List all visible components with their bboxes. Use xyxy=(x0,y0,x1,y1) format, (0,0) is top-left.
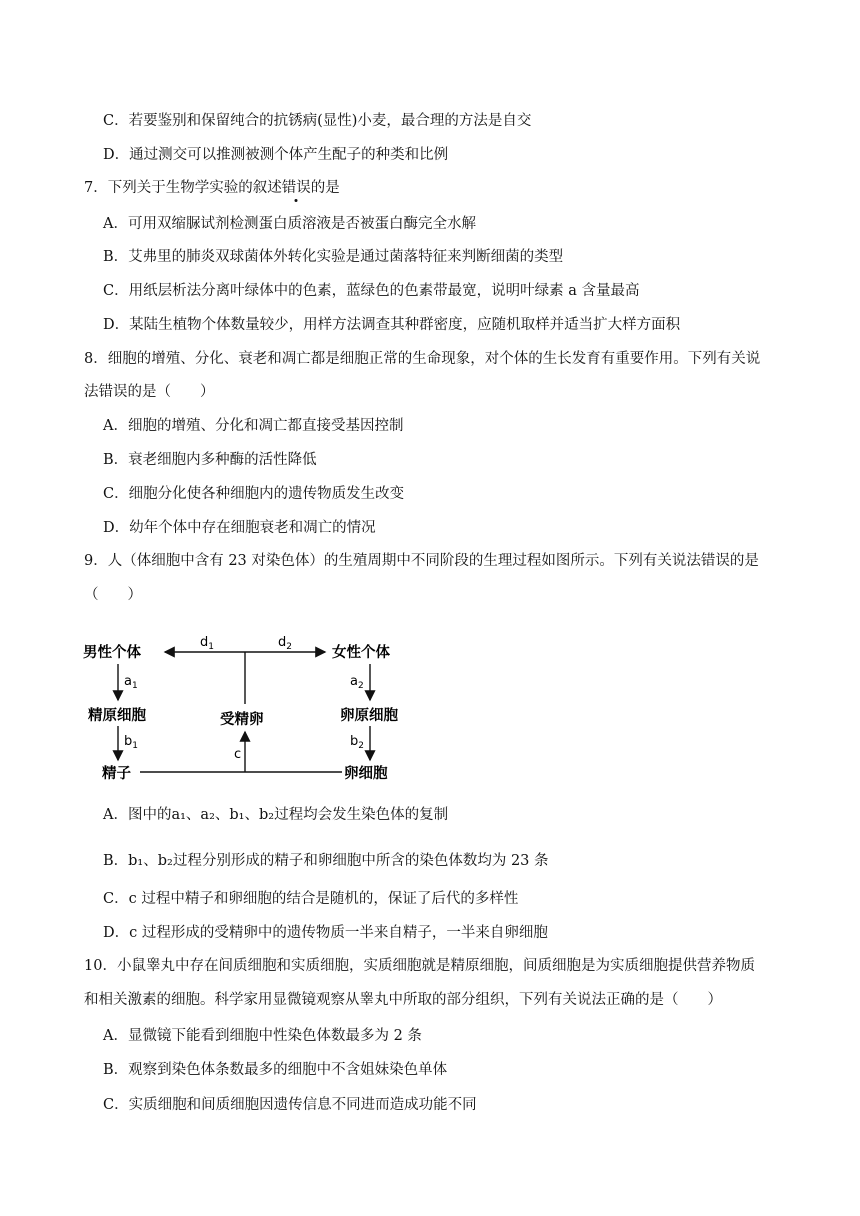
q10-stem-line2: 和相关激素的细胞。科学家用显微镜观察从睾丸中所取的部分组织，下列有关说法正确的是（ ） xyxy=(84,992,722,1008)
q7-option-d: D．某陆生植物个体数量较少，用样方法调查其种群密度，应随机取样并适当扩大样方面积 xyxy=(103,317,681,333)
q10-option-c: C．实质细胞和间质细胞因遗传信息不同进而造成功能不同 xyxy=(103,1097,477,1113)
q10-option-a: A．显微镜下能看到细胞中性染色体数最多为 2 条 xyxy=(103,1028,422,1044)
q8-option-c: C．细胞分化使各种细胞内的遗传物质发生改变 xyxy=(103,486,405,502)
d1-label: $d_1$ xyxy=(200,635,214,652)
q7-option-a: A．可用双缩脲试剂检测蛋白质溶液是否被蛋白酶完全水解 xyxy=(103,216,476,232)
zygote-label: 受精卵 xyxy=(220,712,264,728)
q8-option-b: B．衰老细胞内多种酶的活性降低 xyxy=(103,452,317,468)
q7-stem-emphasis: 错误 xyxy=(281,180,311,196)
q8-option-a: A．细胞的增殖、分化和凋亡都直接受基因控制 xyxy=(103,418,404,434)
a1-label: $a_1$ xyxy=(124,674,138,691)
q7-stem xyxy=(84,178,340,198)
sperm-label: 精子 xyxy=(102,766,131,782)
oogonium-label: 卵原细胞 xyxy=(340,708,398,724)
q7-option-c: C．用纸层析法分离叶绿体中的色素，蓝绿色的色素带最宽，说明叶绿素 a 含量最高 xyxy=(103,283,640,299)
q9-option-a: A．图中的a₁、a₂、b₁、b₂过程均会发生染色体的复制 xyxy=(103,807,449,823)
q8-stem-line2: 法错误的是（ ） xyxy=(84,384,215,400)
q9-stem-line1: 9．人（体细胞中含有 23 对染色体）的生殖周期中不同阶段的生理过程如图所示。下列有关说法错误的是 xyxy=(84,553,759,569)
q7-option-b: B．艾弗里的肺炎双球菌体外转化实验是通过菌落特征来判断细菌的类型 xyxy=(103,249,564,265)
q8-option-d: D．幼年个体中存在细胞衰老和凋亡的情况 xyxy=(103,520,376,536)
q10-option-b: B．观察到染色体条数最多的细胞中不含姐妹染色单体 xyxy=(103,1062,448,1078)
q8-stem-line1: 8．细胞的增殖、分化、衰老和凋亡都是细胞正常的生命现象，对个体的生长发育有重要作用。下列有关说 xyxy=(84,351,761,367)
q7-stem-post: 的是 xyxy=(310,180,340,196)
q10-stem-line1: 10．小鼠睾丸中存在间质细胞和实质细胞，实质细胞就是精原细胞，间质细胞是为实质细胞提供营养物质 xyxy=(84,958,755,974)
spermatogonium-label: 精原细胞 xyxy=(88,708,146,724)
q6-option-c: C．若要鉴别和保留纯合的抗锈病(显性)小麦，最合理的方法是自交 xyxy=(103,113,532,129)
male-label: 男性个体 xyxy=(83,645,141,661)
egg-label: 卵细胞 xyxy=(344,766,388,782)
reproduction-cycle-diagram xyxy=(80,628,410,788)
c-label: c xyxy=(234,747,242,762)
q9-option-c: C．c 过程中精子和卵细胞的结合是随机的，保证了后代的多样性 xyxy=(103,891,519,907)
q9-stem-line2: （ ） xyxy=(84,587,142,603)
q6-option-d: D．通过测交可以推测被测个体产生配子的种类和比例 xyxy=(103,147,449,163)
female-label: 女性个体 xyxy=(332,645,390,661)
q9-option-b: B．b₁、b₂过程分别形成的精子和卵细胞中所含的染色体数均为 23 条 xyxy=(103,853,549,869)
b2-label: $b_2$ xyxy=(350,734,364,751)
a2-label: $a_2$ xyxy=(350,674,364,691)
d2-label: $d_2$ xyxy=(278,635,292,652)
q9-option-d: D．c 过程形成的受精卵中的遗传物质一半来自精子，一半来自卵细胞 xyxy=(103,925,548,941)
b1-label: $b_1$ xyxy=(124,734,138,751)
q7-stem-pre: 7．下列关于生物学实验的叙述 xyxy=(84,180,282,196)
